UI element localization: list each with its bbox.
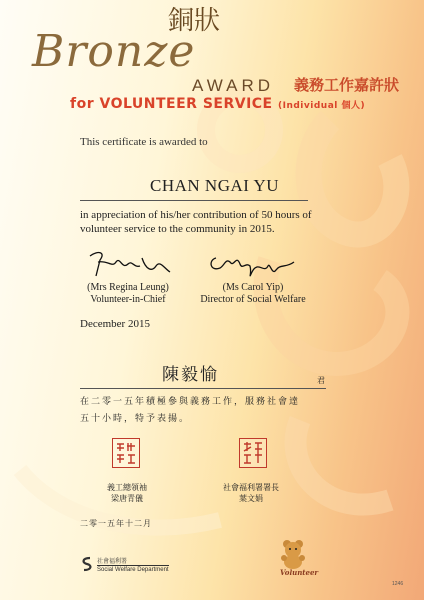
signature-left (86, 246, 176, 282)
chinese-left-signatory (92, 482, 162, 504)
award-title: AWARD (192, 76, 275, 95)
right-signatory-title: Director of Social Welfare (200, 294, 306, 305)
chinese-left-name: 梁唐青儀 (111, 494, 143, 503)
award-chinese-title: 義務工作嘉許狀 (294, 76, 400, 94)
social-welfare-logo-icon (80, 556, 94, 572)
seal-stamp-right (239, 438, 267, 468)
bronze-title: Bronze (32, 26, 196, 77)
swd-english-name: Social Welfare Department (97, 567, 169, 573)
chinese-issue-date: 二零一五年十二月 (80, 519, 152, 528)
right-signatory (188, 282, 318, 306)
contribution-line-2: volunteer service to the community in 2015. (80, 223, 275, 235)
recipient-name: CHAN NGAI YU (150, 176, 280, 195)
left-signatory-title: Volunteer-in-Chief (90, 294, 166, 305)
seal-left-icon (113, 439, 139, 467)
recipient-underline (80, 200, 308, 201)
right-signatory-name: (Ms Carol Yip) (222, 282, 284, 293)
seal-stamp-left (112, 438, 140, 468)
bronze-chinese-title: 銅狀 (168, 6, 221, 36)
chinese-text-line-1: 在二零一五年積極參與義務工作，服務社會達 (80, 397, 301, 407)
chinese-name-underline (80, 388, 326, 389)
chinese-contribution-text (80, 394, 300, 428)
awarded-to-text: This certificate is awarded to (80, 136, 208, 148)
chinese-right-name: 葉文娟 (239, 494, 263, 503)
left-signatory (78, 282, 178, 306)
issue-date: December 2015 (80, 318, 150, 330)
chinese-right-title: 社會福利署署長 (223, 483, 279, 492)
recipient-chinese-name: 陳毅愉 (162, 365, 219, 385)
chinese-right-signatory (206, 482, 296, 504)
chinese-text-line-2: 五十小時，特予表揚。 (80, 414, 191, 424)
contribution-text (80, 208, 312, 236)
volunteer-service-subtitle (70, 96, 365, 112)
swd-chinese-name: 社會福利署 (97, 558, 128, 565)
volunteer-bear-logo-icon (278, 538, 308, 570)
for-volunteer-service-text: for VOLUNTEER SERVICE (70, 96, 273, 112)
left-signatory-name: (Mrs Regina Leung) (87, 282, 169, 293)
certificate-code: 1246 (392, 581, 404, 587)
chinese-left-title: 義工總領袖 (107, 483, 147, 492)
honorific-jun: 君 (317, 376, 325, 385)
signature-right (206, 244, 302, 282)
individual-label: (Individual 個人) (278, 101, 366, 111)
seal-right-icon (240, 439, 266, 467)
contribution-line-1: in appreciation of his/her contribution of 50 hours of (80, 209, 312, 221)
volunteer-logo-text: Volunteer (280, 568, 319, 577)
